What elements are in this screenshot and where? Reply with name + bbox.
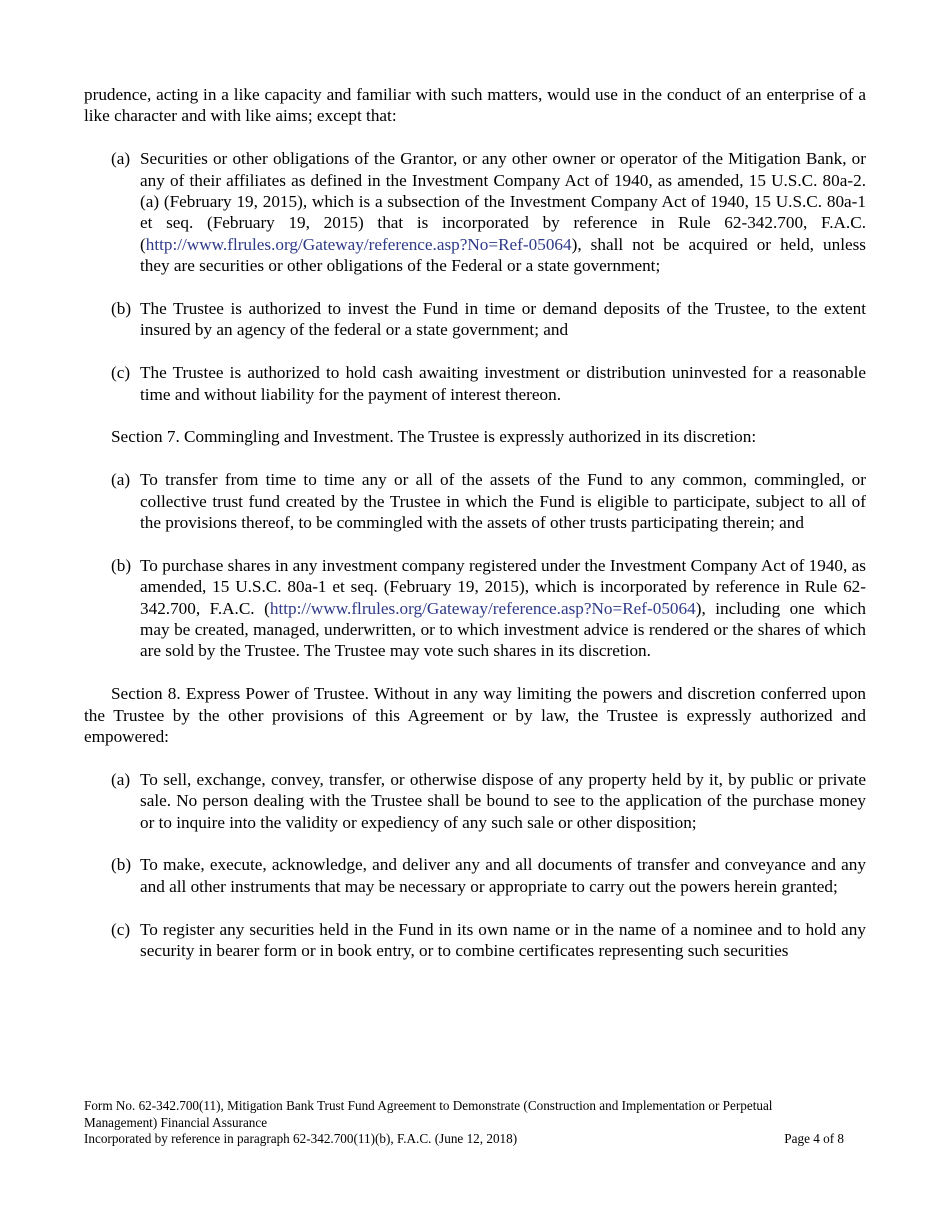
section8-item-a xyxy=(111,769,866,833)
item-text-before: To purchase shares in any investment company registered under the Investment Company Act of 1940, as amended, 15 U.S.C. 80a-1 et seq. (February 19, 2015), which is incorporated by reference in Rule 62-342.700, F.A.C. ( xyxy=(140,555,866,618)
footer-form-title: Form No. 62-342.700(11), Mitigation Bank Trust Fund Agreement to Demonstrate (Construction and Implementation or Perpetual Management) Financial Assurance xyxy=(84,1098,773,1130)
item-text-after: ), including one which may be created, managed, underwritten, or to which investment advice is rendered or the shares of which are sold by the Trustee. The Trustee may vote such shares in its discretion. xyxy=(140,598,866,661)
item-text: The Trustee is authorized to invest the Fund in time or demand deposits of the Trustee, to the extent insured by an agency of the federal or a state government; and xyxy=(140,299,866,340)
item-text: To make, execute, acknowledge, and deliver any and all documents of transfer and conveyance and any and all other instruments that may be necessary or appropriate to carry out the powers herein granted; xyxy=(140,855,866,896)
section7-item-a xyxy=(111,469,866,533)
section7-item-b xyxy=(111,555,866,662)
item-text: The Trustee is authorized to hold cash awaiting investment or distribution uninvested for a reasonable time and without liability for the payment of interest thereon. xyxy=(140,363,866,404)
section6-item-c xyxy=(111,362,866,405)
reference-link[interactable]: http://www.flrules.org/Gateway/reference.asp?No=Ref-05064 xyxy=(145,234,572,254)
section8-paragraph: Section 8. Express Power of Trustee. Without in any way limiting the powers and discretion conferred upon the Trustee by the other provisions of this Agreement or by law, the Trustee is expressly authorized and empowered: xyxy=(84,684,866,747)
section7-heading: Section 7. Commingling and Investment. The Trustee is expressly authorized in its discretion: xyxy=(111,427,757,447)
item-text xyxy=(140,148,866,276)
item-label: (b) xyxy=(111,299,132,319)
document-body xyxy=(84,84,866,962)
item-label: (b) xyxy=(111,855,132,875)
footer-row xyxy=(84,1131,844,1148)
item-text: To sell, exchange, convey, transfer, or otherwise dispose of any property held by it, by public or private sale. No person dealing with the Trustee shall be bound to see to the application of the purchase money or to inquire into the validity or expediency of any such sale or other disposition; xyxy=(140,769,866,832)
page-number: Page 4 of 8 xyxy=(784,1131,844,1146)
item-label: (a) xyxy=(111,149,131,169)
section8-item-c xyxy=(111,919,866,962)
reference-link[interactable]: http://www.flrules.org/Gateway/reference.asp?No=Ref-05064 xyxy=(269,598,696,618)
item-text: To register any securities held in the Fund in its own name or in the name of a nominee and to hold any security in bearer form or in book entry, or to combine certificates representing such securities xyxy=(140,919,866,961)
footer-incorporation: Incorporated by reference in paragraph 62-342.700(11)(b), F.A.C. (June 12, 2018) xyxy=(84,1131,518,1146)
item-label: (a) xyxy=(111,470,131,490)
page-footer xyxy=(84,1098,844,1148)
section6-item-a xyxy=(111,148,866,276)
item-text-before: Securities or other obligations of the Grantor, or any other owner or operator of the Mitigation Bank, or any of their affiliates as defined in the Investment Company Act of 1940, as amended, 15 U.S.C. 80a-2.(a) (February 19, 2015), which is a subsection of the Investment Company Act of 1940, 15 U.S.C. 80a-1 et seq. (February 19, 2015) that is incorporated by reference in Rule 62-342.700, F.A.C. ( xyxy=(140,149,866,254)
item-label: (c) xyxy=(111,363,131,383)
item-label: (a) xyxy=(111,769,131,789)
section6-item-b xyxy=(111,298,866,341)
section8-item-b xyxy=(111,854,866,897)
item-text-after: ), shall not be acquired or held, unless they are securities or other obligations of the Federal or a state government; xyxy=(140,234,866,276)
intro-paragraph: prudence, acting in a like capacity and familiar with such matters, would use in the conduct of an enterprise of a like character and with like aims; except that: xyxy=(84,85,866,126)
item-text: To transfer from time to time any or all of the assets of the Fund to any common, commingled, or collective trust fund created by the Trustee in which the Fund is eligible to participate, subject to all of the provisions thereof, to be commingled with the assets of other trusts participating therein; and xyxy=(140,470,866,533)
item-label: (b) xyxy=(111,555,132,575)
item-text xyxy=(140,555,866,662)
item-label: (c) xyxy=(111,919,131,939)
